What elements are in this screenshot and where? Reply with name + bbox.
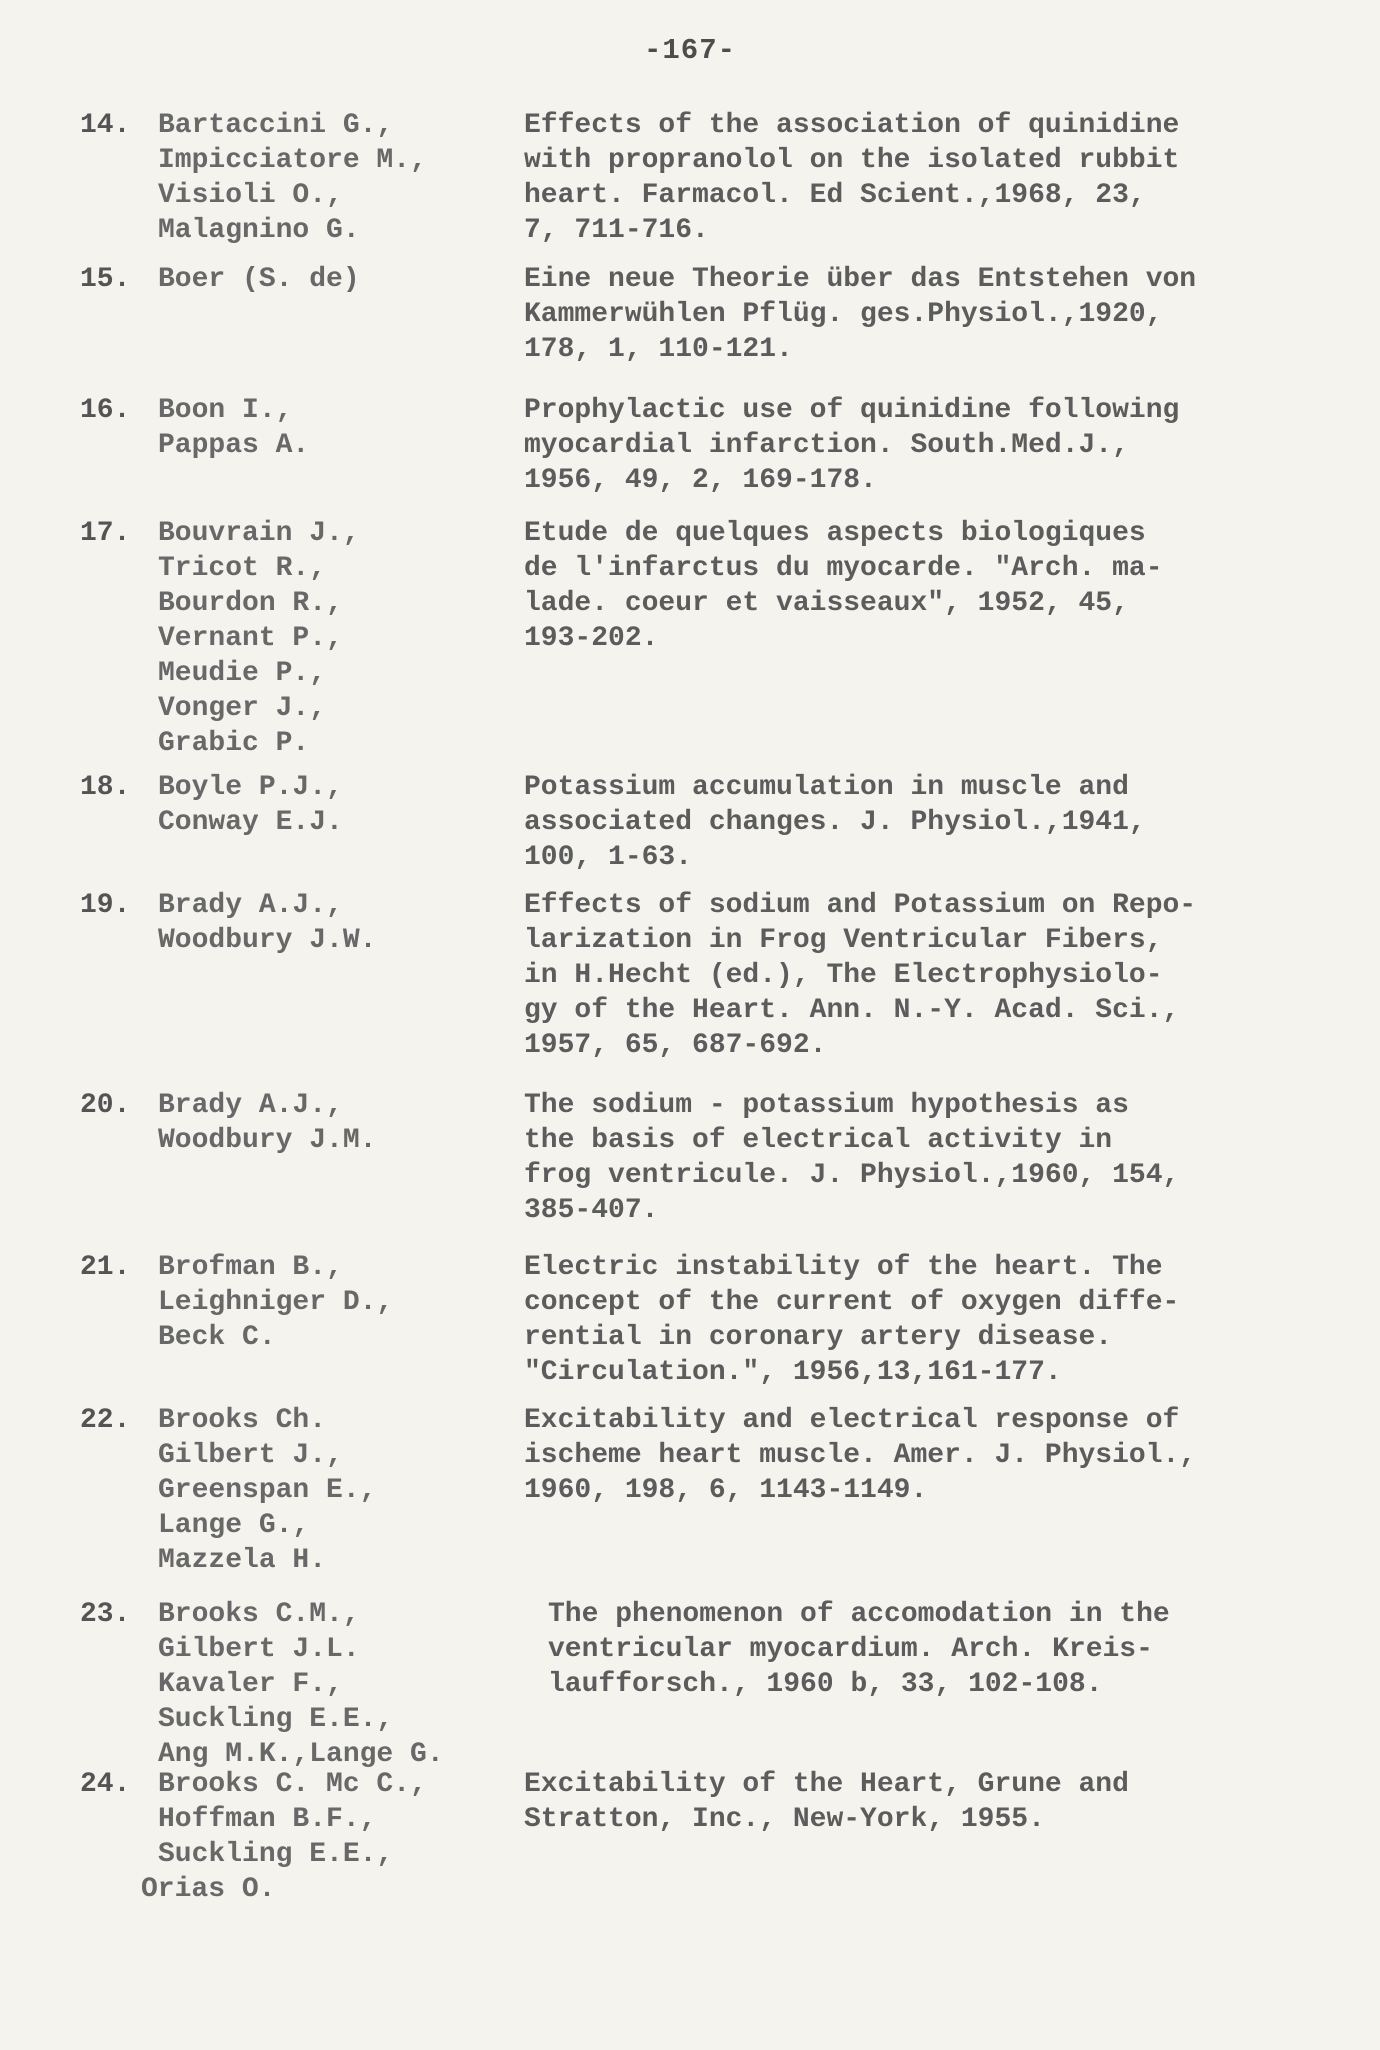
author-name: Visioli O.,	[158, 180, 343, 211]
author-name: Bourdon R.,	[158, 588, 343, 619]
author-name: Lange G.,	[158, 1510, 310, 1541]
reference-authors	[141, 1767, 518, 1907]
reference-authors	[158, 1250, 518, 1355]
author-name: Ang M.K.,Lange G.	[158, 1739, 444, 1770]
author-name: Kavaler F.,	[158, 1669, 343, 1700]
author-name: Brooks C. Mc C.,	[158, 1769, 427, 1800]
author-name: Bouvrain J.,	[158, 518, 360, 549]
author-name: Woodbury J.W.	[158, 925, 377, 956]
reference-number: 22.	[80, 1405, 131, 1436]
author-name: Brooks C.M.,	[158, 1599, 360, 1630]
reference-number: 17.	[80, 518, 131, 549]
reference-number: 21.	[80, 1252, 131, 1283]
author-name: Brady A.J.,	[158, 890, 343, 921]
author-name: Woodbury J.M.	[158, 1125, 377, 1156]
reference-authors	[158, 1403, 518, 1578]
reference-authors	[158, 770, 518, 840]
author-name: Pappas A.	[158, 430, 310, 461]
author-name: Hoffman B.F.,	[158, 1804, 377, 1835]
author-name: Grabic P.	[158, 728, 310, 759]
author-name: Brooks Ch.	[158, 1405, 327, 1436]
reference-title: Etude de quelques aspects biologiques de l'infarctus du myocarde. "Arch. ma- lade. coeur et vaisseaux", 1952, 45, 193-202.	[524, 518, 1163, 654]
reference-number: 20.	[80, 1090, 131, 1121]
author-name: Impicciatore M.,	[158, 145, 427, 176]
author-name: Gilbert J.L.	[158, 1634, 360, 1665]
reference-title: Electric instability of the heart. The concept of the current of oxygen diffe- rential in coronary artery disease. "Circulation.", 1956,13,161-177.	[524, 1252, 1180, 1388]
reference-authors	[158, 1597, 518, 1772]
reference-title: Effects of the association of quinidine with propranolol on the isolated rubbit heart. Farmacol. Ed Scient.,1968, 23, 7, 711-716.	[524, 110, 1180, 246]
reference-authors	[158, 888, 518, 958]
reference-title: The phenomenon of accomodation in the ventricular myocardium. Arch. Kreis- laufforsch., 1960 b, 33, 102-108.	[548, 1599, 1170, 1700]
author-name: Gilbert J.,	[158, 1440, 343, 1471]
author-name: Brofman B.,	[158, 1252, 343, 1283]
reference-number: 18.	[80, 772, 131, 803]
author-name: Bartaccini G.,	[158, 110, 394, 141]
author-name: Vonger J.,	[158, 693, 327, 724]
author-name: Leighniger D.,	[158, 1287, 394, 1318]
author-name: Vernant P.,	[158, 623, 343, 654]
author-name: Boyle P.J.,	[158, 772, 343, 803]
author-name: Boer (S. de)	[158, 264, 360, 295]
author-name: Orias O.	[141, 1874, 276, 1905]
reference-authors	[158, 393, 518, 463]
author-name: Boon I.,	[158, 395, 293, 426]
author-name: Suckling E.E.,	[158, 1704, 394, 1735]
reference-number: 16.	[80, 395, 131, 426]
author-name: Malagnino G.	[158, 215, 360, 246]
reference-authors	[158, 262, 518, 297]
reference-number: 23.	[80, 1599, 131, 1630]
reference-title: Prophylactic use of quinidine following myocardial infarction. South.Med.J., 1956, 49, 2, 169-178.	[524, 395, 1180, 496]
reference-number: 24.	[80, 1769, 131, 1800]
author-name: Mazzela H.	[158, 1545, 327, 1576]
author-name: Tricot R.,	[158, 553, 327, 584]
reference-title: The sodium - potassium hypothesis as the basis of electrical activity in frog ventricule. J. Physiol.,1960, 154, 385-407.	[524, 1090, 1180, 1226]
reference-authors	[158, 1088, 518, 1158]
reference-number: 14.	[80, 110, 131, 141]
reference-authors	[158, 108, 518, 248]
reference-authors	[158, 516, 518, 761]
reference-number: 19.	[80, 890, 131, 921]
reference-title: Excitability of the Heart, Grune and Stratton, Inc., New-York, 1955.	[524, 1769, 1129, 1835]
author-name: Suckling E.E.,	[158, 1839, 394, 1870]
reference-title: Eine neue Theorie über das Entstehen von Kammerwühlen Pflüg. ges.Physiol.,1920, 178, 1, 110-121.	[524, 264, 1197, 365]
reference-title: Effects of sodium and Potassium on Repo- larization in Frog Ventricular Fibers, in H.Hecht (ed.), The Electrophysiolo- gy of the Heart. Ann. N.-Y. Acad. Sci., 1957, 65, 687-692.	[524, 890, 1197, 1061]
reference-number: 15.	[80, 264, 131, 295]
reference-title: Excitability and electrical response of ischeme heart muscle. Amer. J. Physiol., 1960, 198, 6, 1143-1149.	[524, 1405, 1197, 1506]
reference-title: Potassium accumulation in muscle and associated changes. J. Physiol.,1941, 100, 1-63.	[524, 772, 1146, 873]
page-number: -167-	[643, 34, 736, 67]
author-name: Brady A.J.,	[158, 1090, 343, 1121]
author-name: Conway E.J.	[158, 807, 343, 838]
author-name: Greenspan E.,	[158, 1475, 377, 1506]
author-name: Beck C.	[158, 1322, 276, 1353]
author-name: Meudie P.,	[158, 658, 327, 689]
